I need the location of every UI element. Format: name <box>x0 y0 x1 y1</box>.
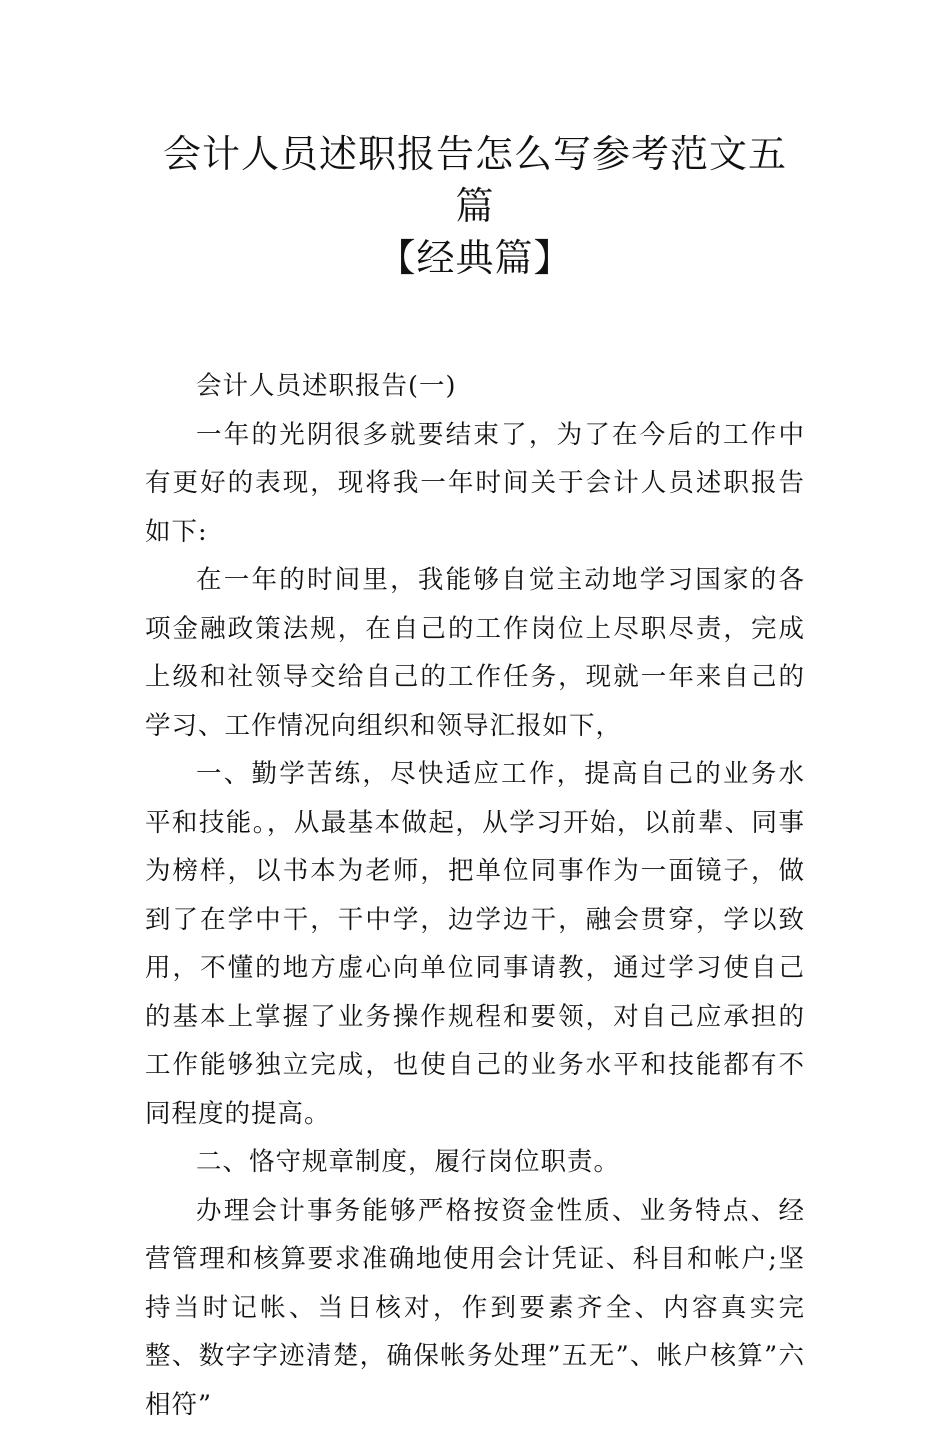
paragraph: 二、恪守规章制度，履行岗位职责。 <box>145 1138 805 1187</box>
section-heading: 会计人员述职报告(一) <box>145 362 805 411</box>
paragraph: 一年的光阴很多就要结束了，为了在今后的工作中有更好的表现，现将我一年时间关于会计人员述职报告如下: <box>145 411 805 557</box>
document-body <box>145 362 805 1429</box>
paragraph: 在一年的时间里，我能够自觉主动地学习国家的各项金融政策法规，在自己的工作岗位上尽职尽责，完成上级和社领导交给自己的工作任务，现就一年来自己的学习、工作情况向组织和领导汇报如下， <box>145 556 805 750</box>
paragraph: 办理会计事务能够严格按资金性质、业务特点、经营管理和核算要求准确地使用会计凭证、科目和帐户;坚持当时记帐、当日核对，作到要素齐全、内容真实完整、数字字迹清楚，确保帐务处理”五无”、帐户核算”六相符” <box>145 1187 805 1429</box>
title-line-2: 【经典篇】 <box>145 232 805 284</box>
document-title <box>145 128 805 284</box>
title-line-1: 会计人员述职报告怎么写参考范文五篇 <box>145 128 805 232</box>
paragraph: 一、勤学苦练，尽快适应工作，提高自己的业务水平和技能。，从最基本做起，从学习开始，以前辈、同事为榜样，以书本为老师，把单位同事作为一面镜子，做到了在学中干，干中学，边学边干，融会贯穿，学以致用，不懂的地方虚心向单位同事请教，通过学习使自己的基本上掌握了业务操作规程和要领，对自己应承担的工作能够独立完成，也使自己的业务水平和技能都有不同程度的提高。 <box>145 750 805 1138</box>
